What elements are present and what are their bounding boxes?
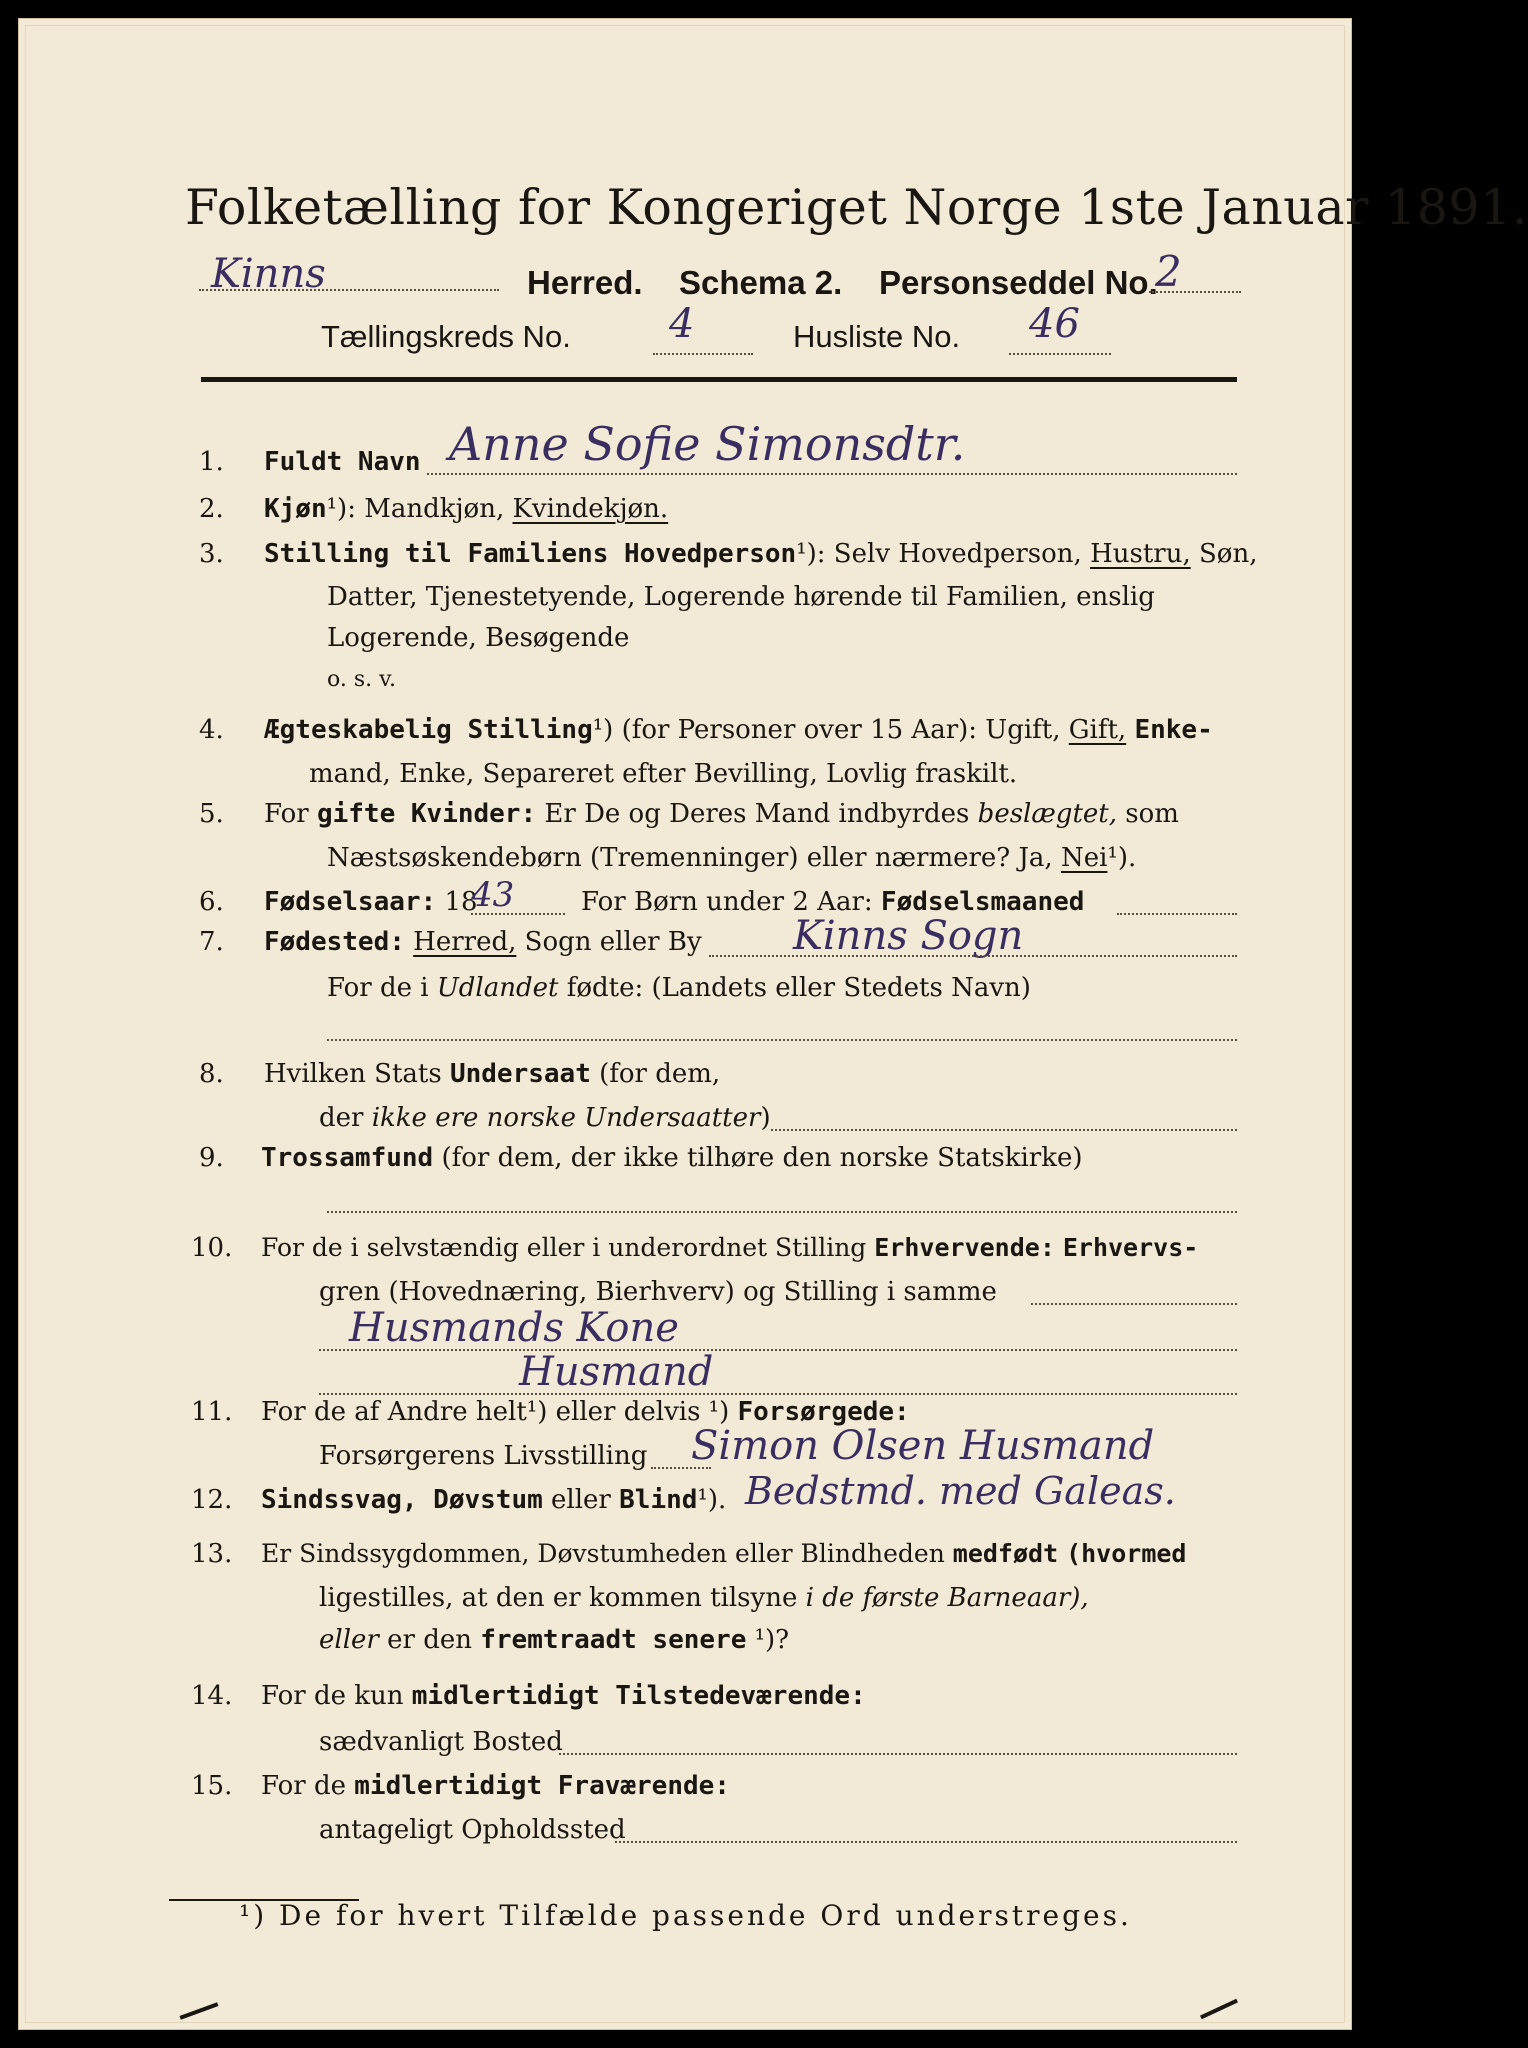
kreds-dotline — [653, 353, 753, 355]
item-12-label2: Blind — [619, 1485, 698, 1515]
item-12-text: eller — [551, 1485, 611, 1515]
item-11-label: Forsørgede: — [737, 1397, 910, 1427]
item-4-line2: mand, Enke, Separeret efter Bevilling, Lovlig fraskilt. — [309, 759, 1018, 789]
item-6-label: Fødselsaar: — [264, 887, 437, 917]
item-5-label: gifte Kvinder: — [316, 799, 537, 829]
personseddel-dotline — [1149, 291, 1241, 293]
item-8 — [264, 1059, 720, 1089]
footnote: ¹) De for hvert Tilfælde passende Ord understreges. — [239, 1899, 1132, 1932]
item-3-label: Stilling til Familiens Hovedperson — [264, 539, 797, 569]
item-6-answer: 43 — [471, 875, 515, 915]
item-11-text: ¹) eller delvis ¹) — [526, 1397, 730, 1427]
item-4-text: ¹) (for Personer over 15 Aar): Ugift, — [592, 715, 1061, 745]
corner-mark-left — [180, 2002, 219, 2019]
item-2 — [264, 494, 668, 524]
item-4 — [264, 715, 1213, 745]
item-13-line3-tail: ¹)? — [754, 1625, 790, 1655]
item-11-line2: Forsørgerens Livsstilling — [319, 1441, 648, 1471]
item-3 — [264, 539, 1257, 569]
item-7-line2-tail: fødte: (Landets eller Stedets Navn) — [566, 973, 1031, 1003]
header-rule — [201, 377, 1237, 382]
item-13-number: 13. — [191, 1539, 233, 1569]
item-5-pre: For — [264, 799, 309, 829]
item-14-dotline — [559, 1753, 1237, 1755]
item-5 — [264, 799, 1179, 829]
item-7 — [264, 927, 702, 957]
form-title: Folketælling for Kongeriget Norge 1ste Januar 1891. — [185, 179, 1528, 236]
item-13-line3-text: er den — [387, 1625, 472, 1655]
item-3-tail: Søn, — [1198, 539, 1258, 569]
item-13-line3 — [319, 1625, 789, 1655]
item-1 — [264, 447, 421, 477]
item-10-pre: For de i selvstændig eller i underordnet Stilling — [261, 1233, 867, 1262]
item-2-underlined: Kvindekjøn. — [512, 494, 669, 524]
item-13-label: medfødt — [952, 1539, 1059, 1568]
herred-label: Herred. — [527, 264, 643, 301]
item-10-label: Erhvervende: — [874, 1233, 1055, 1262]
item-6-dotline — [471, 913, 565, 915]
personseddel-no: 2 — [1155, 247, 1182, 296]
item-11-pre: For de af Andre helt — [261, 1397, 527, 1427]
herred-answer: Kinns — [211, 251, 326, 297]
item-3-text: ¹): Selv Hovedperson, — [796, 539, 1082, 569]
item-8-dotline — [771, 1129, 1237, 1131]
item-7-line2 — [327, 973, 1031, 1003]
item-12-number: 12. — [191, 1485, 233, 1515]
item-3-line2: Datter, Tjenestetyende, Logerende hørende til Familien, enslig — [327, 582, 1155, 612]
item-5-tail: som — [1125, 799, 1179, 829]
item-4-underlined: Gift, — [1068, 715, 1127, 745]
item-11-number: 11. — [191, 1397, 233, 1427]
item-5-number: 5. — [199, 799, 224, 829]
item-2-text: ¹): Mandkjøn, — [326, 494, 505, 524]
item-3-number: 3. — [199, 539, 224, 569]
item-7-underlined: Herred, — [413, 927, 517, 957]
item-5-line2-tail: ¹). — [1107, 843, 1137, 873]
item-12-label: Sindssvag, Døvstum — [261, 1485, 543, 1515]
item-7-dotline — [709, 955, 1237, 957]
item-10-dotline2 — [319, 1349, 1237, 1351]
item-9-label: Trossamfund — [261, 1143, 434, 1173]
item-3-line3: Logerende, Besøgende — [327, 623, 630, 653]
item-7-label: Fødested: — [264, 927, 405, 957]
item-15 — [261, 1771, 730, 1801]
item-7-number: 7. — [199, 927, 224, 957]
item-7-line2-italic: Udlandet — [436, 973, 559, 1003]
item-6-mid-text: For Børn under 2 Aar: — [581, 887, 873, 917]
item-15-pre: For de — [261, 1771, 346, 1801]
item-13-line2 — [319, 1583, 1089, 1613]
kreds-label: Tællingskreds No. — [321, 319, 571, 354]
item-6 — [264, 887, 478, 917]
item-13 — [261, 1539, 1187, 1568]
item-10-dotline1 — [1031, 1303, 1237, 1305]
item-1-answer: Anne Sofie Simonsdtr. — [449, 417, 966, 471]
item-4-number: 4. — [199, 715, 224, 745]
item-13-tail: (hvormed — [1066, 1539, 1187, 1568]
item-14-line2: sædvanligt Bosted — [319, 1727, 563, 1757]
item-1-dotline — [427, 473, 1237, 475]
item-15-dotline — [615, 1841, 1237, 1843]
item-10-dotline3 — [319, 1393, 1237, 1395]
item-14-label: midlertidigt Tilstedeværende: — [411, 1681, 866, 1711]
item-7-line2-text: For de i — [327, 973, 429, 1003]
item-2-label: Kjøn — [264, 494, 327, 524]
item-5-italic: beslægtet, — [977, 799, 1117, 829]
item-8-line2-text: der — [319, 1103, 364, 1133]
schema-label: Schema 2. — [679, 264, 843, 301]
item-12 — [261, 1485, 726, 1515]
item-14 — [261, 1681, 866, 1711]
item-5-line2 — [327, 843, 1136, 873]
item-2-number: 2. — [199, 494, 224, 524]
item-9 — [261, 1143, 1083, 1173]
item-10-answer2: Husmand — [519, 1349, 714, 1395]
item-7-dotline2 — [327, 1039, 1237, 1041]
corner-mark-right — [1200, 1999, 1238, 2020]
item-12-answer: Bedstmd. med Galeas. — [745, 1469, 1176, 1513]
item-13-line3-bold: fremtraadt senere — [480, 1625, 747, 1655]
item-3-line4: o. s. v. — [327, 667, 396, 692]
item-7-text: Sogn eller By — [524, 927, 702, 957]
kreds-no: 4 — [669, 301, 695, 347]
item-4-label: Ægteskabelig Stilling — [264, 715, 593, 745]
item-13-pre: Er Sindssygdommen, Døvstumheden eller Blindheden — [261, 1539, 945, 1568]
item-8-line2-italic: ikke ere norske Undersaatter — [371, 1103, 761, 1133]
item-14-number: 14. — [191, 1681, 233, 1711]
item-11-answer: Simon Olsen Husmand — [691, 1423, 1155, 1469]
census-form — [18, 18, 1528, 2030]
personseddel-label: Personseddel No. — [879, 264, 1158, 301]
item-6-label2: Fødselsmaaned — [880, 887, 1085, 917]
item-5-line2-text: Næstsøskendebørn (Tremenninger) eller nærmere? Ja, — [327, 843, 1053, 873]
husliste-label: Husliste No. — [793, 319, 961, 354]
item-9-text: (for dem, der ikke tilhøre den norske Statskirke) — [441, 1143, 1083, 1173]
item-8-text: (for dem, — [599, 1059, 721, 1089]
item-1-number: 1. — [199, 447, 224, 477]
item-5-underlined: Nei — [1060, 843, 1108, 873]
item-9-dotline — [327, 1211, 1237, 1213]
item-13-line2-italic: i de første Barneaar), — [805, 1583, 1089, 1613]
item-15-line2: antageligt Opholdssted — [319, 1815, 626, 1845]
item-10-answer: Husmands Kone — [349, 1305, 679, 1351]
item-1-label: Fuldt Navn — [264, 447, 421, 477]
item-12-tail: ¹). — [697, 1485, 727, 1515]
item-5-text: Er De og Deres Mand indbyrdes — [544, 799, 970, 829]
item-6-text: 18 — [444, 887, 478, 917]
item-9-number: 9. — [199, 1143, 224, 1173]
item-7-answer: Kinns Sogn — [793, 913, 1024, 959]
item-6-dotline2 — [1117, 913, 1237, 915]
item-13-line2-text: ligestilles, at den er kommen tilsyne — [319, 1583, 798, 1613]
husliste-dotline — [1009, 353, 1111, 355]
husliste-no: 46 — [1029, 301, 1080, 347]
item-8-line2: der ikke ere norske Undersaatter) — [319, 1103, 771, 1133]
item-4-tail: Enke- — [1134, 715, 1213, 745]
item-14-pre: For de kun — [261, 1681, 404, 1711]
item-10-tail: Erhvervs- — [1062, 1233, 1199, 1262]
item-10 — [261, 1233, 1198, 1262]
item-8-pre: Hvilken Stats — [264, 1059, 442, 1089]
item-13-line3-italic: eller — [319, 1625, 379, 1655]
item-10-number: 10. — [191, 1233, 233, 1263]
item-6-number: 6. — [199, 887, 224, 917]
item-15-label: midlertidigt Fraværende: — [354, 1771, 730, 1801]
item-10-line2: gren (Hovednæring, Bierhverv) og Stilling i samme — [319, 1277, 997, 1307]
item-3-underlined: Hustru, — [1090, 539, 1191, 569]
item-8-number: 8. — [199, 1059, 224, 1089]
item-8-label: Undersaat — [449, 1059, 591, 1089]
item-15-number: 15. — [191, 1771, 233, 1801]
